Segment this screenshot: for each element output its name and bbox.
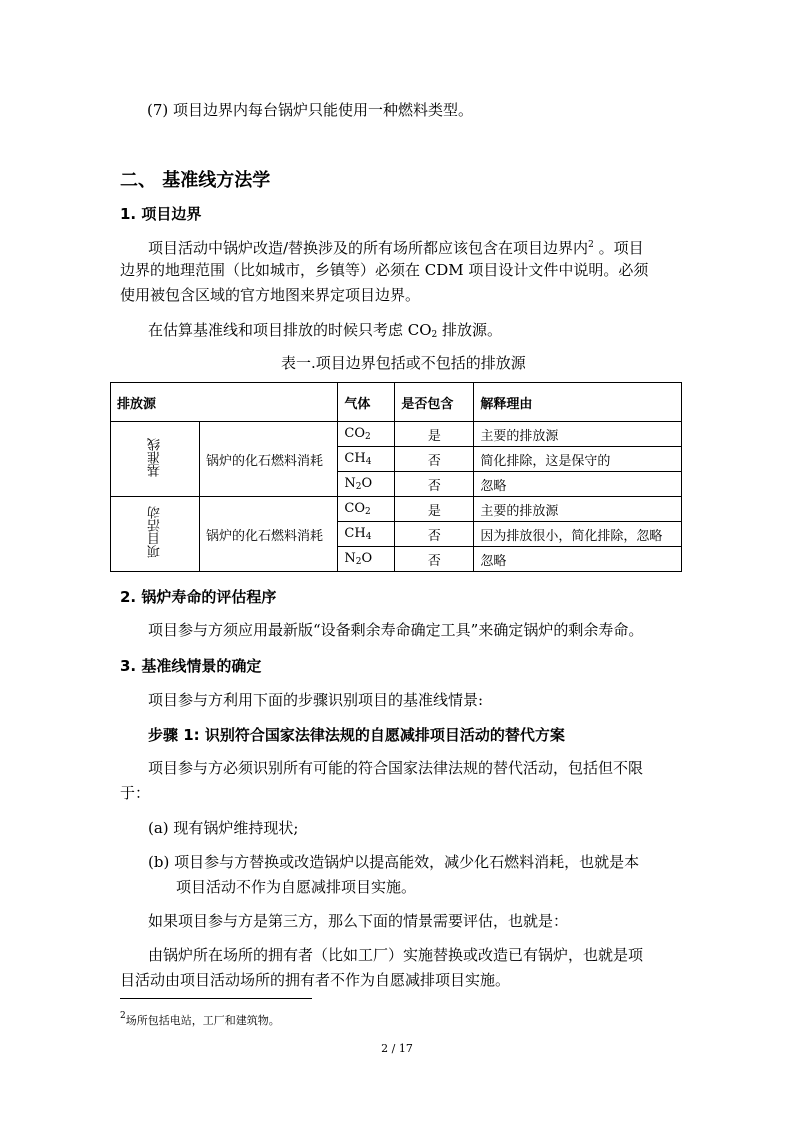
paragraph-s3: 项目参与方利用下面的步骤识别项目的基准线情景: xyxy=(148,691,484,709)
paragraph-s2: 项目参与方须应用最新版“设备剩余寿命确定工具”来确定锅炉的剩余寿命。 xyxy=(148,621,644,639)
step-1-line-1: 项目参与方必须识别所有可能的符合国家法律法规的替代活动，包括但不限 xyxy=(148,759,644,777)
header-included: 是否包含 xyxy=(395,383,474,422)
step-1-title: 步骤 1: 识别符合国家法律法规的自愿减排项目活动的替代方案 xyxy=(148,726,565,744)
reason-cell: 忽略 xyxy=(474,547,682,572)
included-cell: 否 xyxy=(395,522,474,547)
gas-cell: $N_2O$ xyxy=(338,547,395,572)
included-cell: 否 xyxy=(395,472,474,497)
footnote-marker: 2 xyxy=(120,1011,126,1021)
header-source: 排放源 xyxy=(111,383,338,422)
reason-cell: 忽略 xyxy=(474,472,682,497)
group-source: 锅炉的化石燃料消耗 xyxy=(200,497,338,572)
gas-cell: $CH_4$ xyxy=(338,447,395,472)
table-caption: 表一.项目边界包括或不包括的排放源 xyxy=(281,354,526,372)
p1-text-a: 项目活动中锅炉改造/替换涉及的所有场所都应该包含在项目边界内 xyxy=(148,239,589,257)
table-header-row xyxy=(111,383,682,422)
subsection-title-3: 3. 基准线情景的确定 xyxy=(120,657,262,675)
paragraph-1-line-1 xyxy=(148,235,644,258)
included-cell: 否 xyxy=(395,547,474,572)
page-number: 2 / 17 xyxy=(381,1042,413,1055)
p2-sub: 2 xyxy=(431,330,438,340)
subsection-title-1: 1. 项目边界 xyxy=(120,205,202,223)
footnote xyxy=(120,1008,280,1029)
list-item-a: (a) 现有锅炉维持现状; xyxy=(148,819,299,837)
paragraph-third-party: 如果项目参与方是第三方，那么下面的情景需要评估，也就是： xyxy=(148,912,569,930)
footnote-ref: 2 xyxy=(588,240,594,250)
header-reason: 解释理由 xyxy=(474,383,682,422)
list-item-b-line-1: (b) 项目参与方替换或改造锅炉以提高能效，减少化石燃料消耗，也就是本 xyxy=(148,853,640,871)
p2-text-a: 在估算基准线和项目排放的时候只考虑 CO xyxy=(148,321,432,339)
reason-cell: 因为排放很小，简化排除，忽略 xyxy=(474,522,682,547)
section-title: 二、 基准线方法学 xyxy=(120,170,271,191)
emission-source-table xyxy=(110,382,682,572)
p1-text-b: 。项目 xyxy=(593,239,644,257)
subsection-title-2: 2. 锅炉寿命的评估程序 xyxy=(120,588,277,606)
reason-cell: 主要的排放源 xyxy=(474,497,682,522)
reason-cell: 简化排除，这是保守的 xyxy=(474,447,682,472)
list-item-b-line-2: 项目活动不作为自愿减排项目实施。 xyxy=(176,878,417,896)
group-label-baseline: 基准线 xyxy=(111,422,200,497)
paragraph-1-line-3: 使用被包含区域的官方地图来界定项目边界。 xyxy=(120,286,421,304)
header-gas: 气体 xyxy=(338,383,395,422)
table-row xyxy=(111,497,682,522)
paragraph-2 xyxy=(148,320,502,345)
included-cell: 是 xyxy=(395,497,474,522)
p2-text-b: 排放源。 xyxy=(437,321,503,339)
included-cell: 是 xyxy=(395,422,474,447)
paragraph-owner-line-1: 由锅炉所在场所的拥有者（比如工厂）实施替换或改造已有锅炉，也就是项 xyxy=(148,946,644,964)
group-label-project: 项目活动 xyxy=(111,497,200,572)
table-row xyxy=(111,422,682,447)
gas-cell: $N_2O$ xyxy=(338,472,395,497)
gas-cell: $CO_2$ xyxy=(338,422,395,447)
gas-cell: $CO_2$ xyxy=(338,497,395,522)
paragraph-1-line-2: 边界的地理范围（比如城市，乡镇等）必须在 CDM 项目设计文件中说明。必须 xyxy=(120,261,649,279)
footnote-divider xyxy=(120,998,312,999)
paragraph-owner-line-2: 目活动由项目活动场所的拥有者不作为自愿减排项目实施。 xyxy=(120,971,511,989)
reason-cell: 主要的排放源 xyxy=(474,422,682,447)
list-item-7: (7) 项目边界内每台锅炉只能使用一种燃料类型。 xyxy=(147,101,474,119)
included-cell: 否 xyxy=(395,447,474,472)
gas-cell: $CH_4$ xyxy=(338,522,395,547)
group-source: 锅炉的化石燃料消耗 xyxy=(200,422,338,497)
step-1-line-2: 于： xyxy=(120,784,151,802)
footnote-text: 场所包括电站，工厂和建筑物。 xyxy=(125,1014,280,1027)
